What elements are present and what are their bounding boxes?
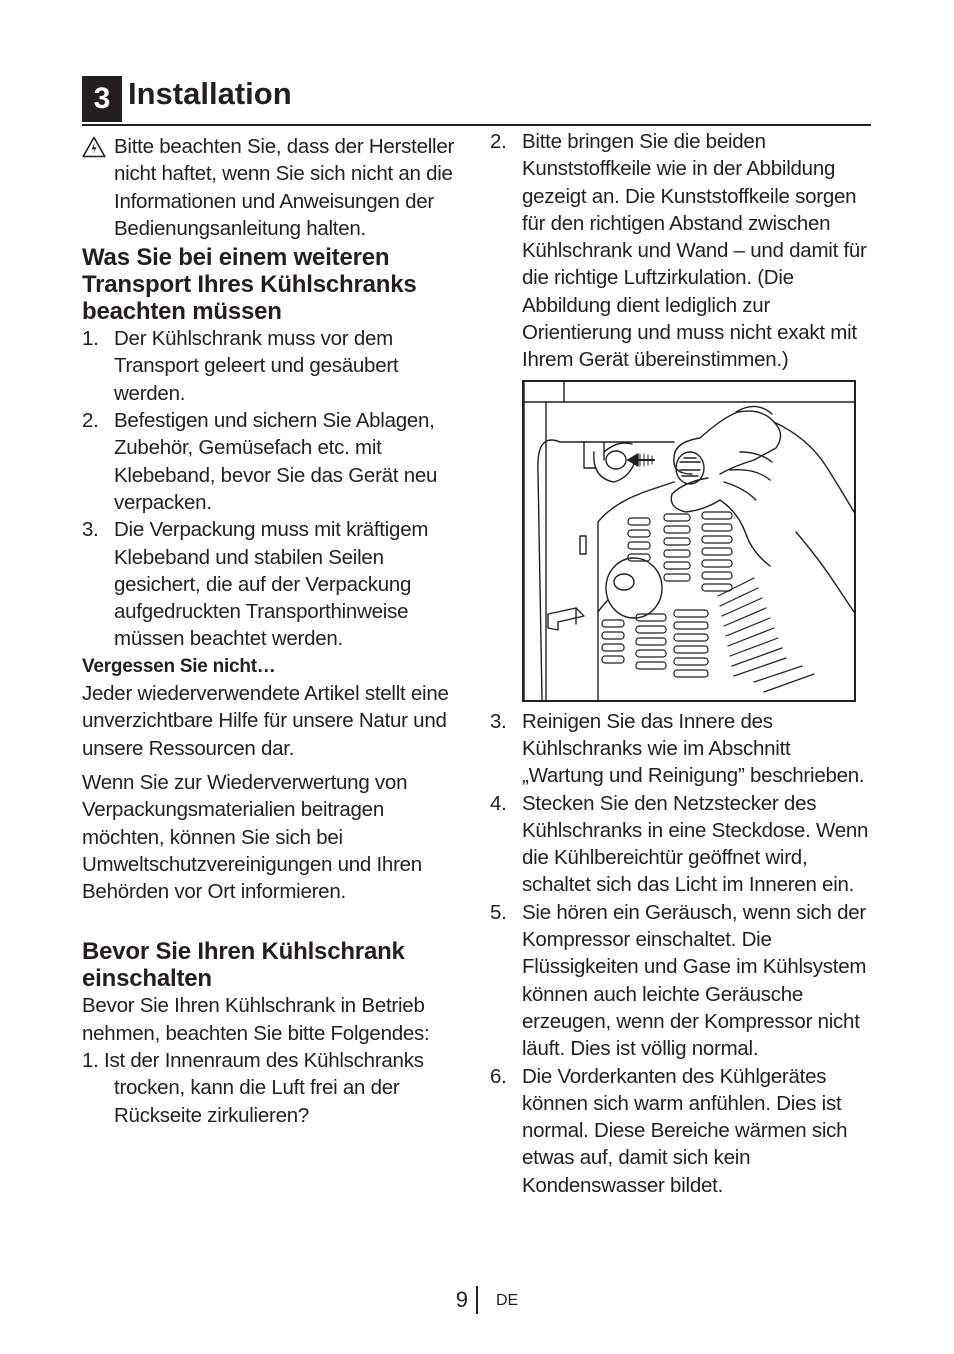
- left-column: [82, 133, 460, 1129]
- list-text: Die Vorderkanten des Kühlgerätes können sich warm anfühlen. Dies ist normal. Diese Bereiche wärmen sich etwas auf, damit sich kein Kondenswasser bildet.: [522, 1064, 848, 1197]
- list-item: [82, 516, 460, 652]
- list-number: 3.: [490, 709, 507, 733]
- reminder-heading: Vergessen Sie nicht…: [82, 655, 276, 677]
- list-item: 1. Ist der Innenraum des Kühlschranks trocken, kann die Luft frei an der Rückseite zirkulieren?: [82, 1049, 424, 1127]
- reminder-text: Jeder wiederverwendete Artikel stellt eine unverzichtbare Hilfe für unsere Natur und unsere Ressourcen dar.: [82, 682, 449, 760]
- install-list-a: [490, 128, 874, 374]
- before-switch-on-heading: Bevor Sie Ihren Kühlschrank einschalten: [82, 938, 405, 993]
- chapter-title: Installation: [128, 76, 292, 111]
- list-text: Der Kühlschrank muss vor dem Transport geleert und gesäubert werden.: [114, 327, 399, 405]
- list-item: [490, 899, 874, 1063]
- list-item: [490, 1063, 874, 1199]
- transport-heading: Was Sie bei einem weiteren Transport Ihres Kühlschranks beachten müssen: [82, 244, 417, 326]
- list-number: 6.: [490, 1064, 507, 1088]
- chapter-header: [82, 76, 871, 126]
- recycling-text: Wenn Sie zur Wiederverwertung von Verpackungsmaterialien beitragen möchten, können Sie sich bei Umweltschutzvereinigungen und Ihren Behörden vor Ort informieren.: [82, 770, 422, 904]
- chapter-number: 3: [82, 76, 122, 122]
- list-item: [82, 325, 460, 407]
- list-number: 5.: [490, 900, 507, 924]
- list-text: Die Verpackung muss mit kräftigem Klebeband und stabilen Seilen gesichert, die auf der Verpackung aufgedruckten Transporthinweise müssen beachtet werden.: [114, 518, 429, 651]
- list-number: 2.: [82, 409, 99, 433]
- page-number: 9: [455, 1287, 468, 1312]
- before-list: [82, 1047, 460, 1129]
- before-intro: Bevor Sie Ihren Kühlschrank in Betrieb nehmen, beachten Sie bitte Folgendes:: [82, 994, 430, 1045]
- page-footer: [0, 1286, 954, 1316]
- list-number: 3.: [82, 518, 99, 542]
- warning-note: [82, 133, 460, 242]
- list-text: Sie hören ein Geräusch, wenn sich der Kompressor einschaltet. Die Flüssigkeiten und Gase im Kühlsystem können auch leichte Geräusche erzeugen, wenn der Kompressor nicht läuft. Dies ist völlig normal.: [522, 900, 867, 1061]
- list-item: [490, 790, 874, 899]
- footer-divider: [476, 1286, 478, 1314]
- list-text: Reinigen Sie das Innere des Kühlschranks wie im Abschnitt „Wartung und Reinigung” beschrieben.: [522, 709, 865, 788]
- list-number: 1.: [82, 327, 99, 351]
- language-code: DE: [496, 1292, 519, 1309]
- list-item: [82, 407, 460, 516]
- right-column: [490, 128, 874, 1199]
- illustration-drawing: [524, 382, 854, 700]
- warning-triangle-icon: [82, 136, 106, 158]
- list-text: Stecken Sie den Netzstecker des Kühlschranks in eine Steckdose. Wenn die Kühlbereichtür geöffnet wird, schaltet sich das Licht im Inneren ein.: [522, 791, 869, 897]
- warning-text: Bitte beachten Sie, dass der Hersteller nicht haftet, wenn Sie sich nicht an die Informationen und Anweisungen der Bedienungsanleitung halten.: [114, 135, 455, 240]
- list-item: [490, 128, 874, 374]
- wedge-installation-illustration: [522, 380, 856, 702]
- install-list-b: [490, 708, 874, 1199]
- list-number: 4.: [490, 791, 507, 815]
- list-text: Bitte bringen Sie die beiden Kunststoffkeile wie in der Abbildung gezeigt an. Die Kunststoffkeile sorgen für den richtigen Abstand zwischen Kühlschrank und Wand – und damit für die richtige Luftzirkulation. (Die Abbildung dient lediglich zur Orientierung und muss nicht exakt mit Ihrem Gerät übereinstimmen.): [522, 130, 867, 372]
- transport-list: [82, 325, 460, 653]
- list-text: Befestigen und sichern Sie Ablagen, Zubehör, Gemüsefach etc. mit Klebeband, bevor Sie das Gerät neu verpacken.: [114, 409, 438, 514]
- list-number: 2.: [490, 130, 507, 153]
- list-item: [490, 708, 874, 790]
